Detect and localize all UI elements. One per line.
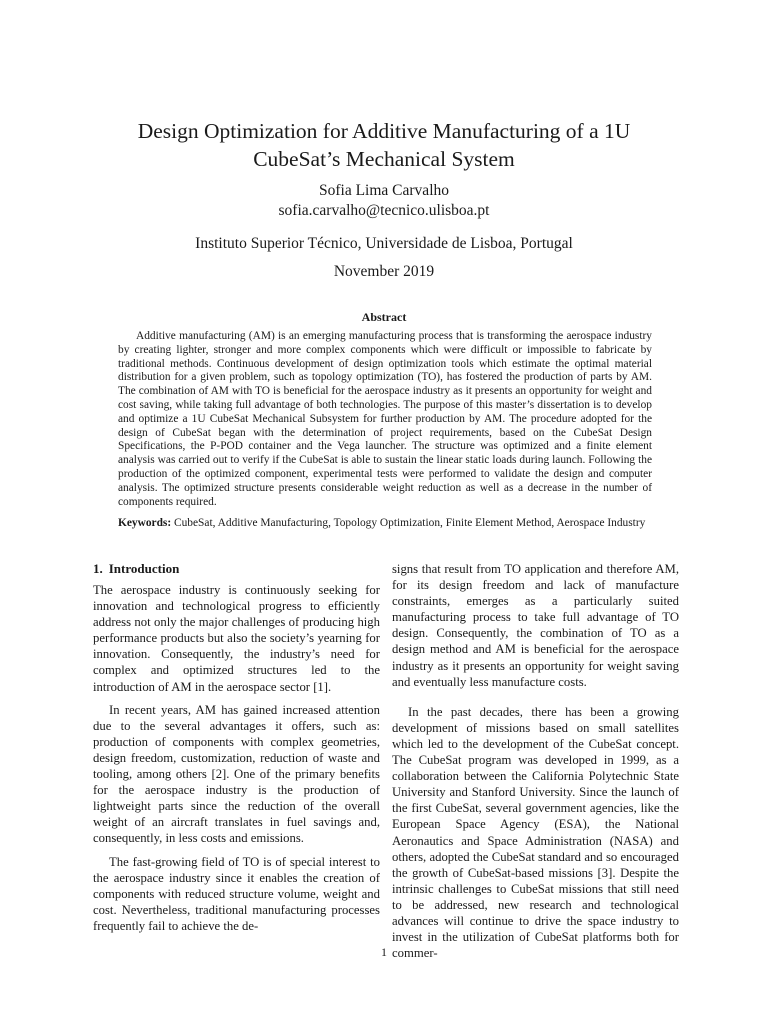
section-heading-introduction — [93, 561, 380, 577]
affiliation: Instituto Superior Técnico, Universidade de Lisboa, Portugal — [195, 235, 573, 252]
author-block — [60, 181, 708, 221]
paragraph: The fast-growing field of TO is of special interest to the aerospace industry since it enables the creation of components with reduced structure volume, weight and cost. Nevertheless, traditional manufacturing processes frequently fail to achieve the de- — [93, 854, 380, 933]
left-column — [93, 561, 380, 941]
keywords — [118, 516, 652, 530]
keywords-label: Keywords: — [118, 517, 172, 529]
author-name: Sofia Lima Carvalho — [319, 182, 449, 199]
paragraph: signs that result from TO application and therefore AM, for its design freedom and lack of manufacture constraints, emerges as a particularly suited manufacturing process to take full advantage of TO design. Consequently, the combination of TO as a design method and AM is beneficial for the aerospace industry as it presents an opportunity for weight saving and eventually less manufacture costs. — [392, 562, 679, 689]
publication-date: November 2019 — [333, 263, 435, 280]
paper-title — [60, 117, 708, 173]
abstract-heading: Abstract — [361, 310, 407, 324]
paragraph: In the past decades, there has been a growing development of missions based on small satellites which led to the development of the CubeSat concept. The CubeSat program was developed in 1999, as a collaboration between the California Polytechnic State University and Stanford University. Since the launch of the first CubeSat, several government agencies, like the European Space Agency (ESA), the National Aeronautics and Space Administration (NASA) and others, adopted the CubeSat standard and so encouraged the growth of CubeSat-based missions [3]. Despite the intrinsic challenges to CubeSat missions that still need to be addressed, new research and technological advances will continue to drive the space industry to invest in the utilization of CubeSat platforms both for commer- — [392, 704, 679, 961]
title-line-2: CubeSat’s Mechanical System — [253, 147, 515, 171]
author-email: sofia.carvalho@tecnico.ulisboa.pt — [278, 202, 490, 219]
page-number: 1 — [381, 945, 387, 959]
paragraph: In recent years, AM has gained increased attention due to the several advantages it offers, such as: production of components with complex geometries, design freedom, customization, reduction of waste and tooling, among others [2]. One of the primary benefits for the aerospace industry is the production of lightweight parts since the reduction of the overall weight of an aircraft translates in fuel savings and, consequently, in less costs and emissions. — [93, 702, 380, 846]
paragraph: The aerospace industry is continuously seeking for innovation and technological progress to efficiently address not only the major challenges of producing high performance products but also the society’s yearning for innovation. Consequently, the industry’s need for complex and optimized structures led to the introduction of AM in the aerospace sector [1]. — [93, 583, 380, 694]
section-title: Introduction — [108, 561, 180, 576]
keywords-list: CubeSat, Additive Manufacturing, Topology Optimization, Finite Element Method, Aerospace Industry — [174, 517, 646, 529]
section-number: 1. — [93, 561, 103, 576]
title-line-1: Design Optimization for Additive Manufacturing of a 1U — [137, 119, 631, 143]
abstract-text: Additive manufacturing (AM) is an emerging manufacturing process that is transforming the aerospace industry by creating lighter, stronger and more complex components which were difficult or impossible to fabricate by traditional methods. Continuous development of design optimization tools which estimate the optimal material distribution for a given problem, such as topology optimization (TO), has fostered the production of parts by AM. The combination of AM with TO is beneficial for the aerospace industry as it presents an opportunity for weight and cost saving, while taking full advantage of both technologies. The purpose of this master’s dissertation is to develop and optimize a 1U CubeSat Mechanical Subsystem for further production by AM. The procedure adopted for the design of CubeSat began with the determination of project requirements, based on the CubeSat Design Specifications, the P-POD container and the Vega launcher. The structure was optimized and a finite element analysis was carried out to verify if the CubeSat is able to sustain the linear static loads during launch. Following the production of the optimized component, experimental tests were performed to validate the design and computer analysis. The optimized structure presents considerable weight reduction as well as a decrease in the number of components required. — [118, 330, 652, 508]
right-column — [392, 561, 679, 968]
